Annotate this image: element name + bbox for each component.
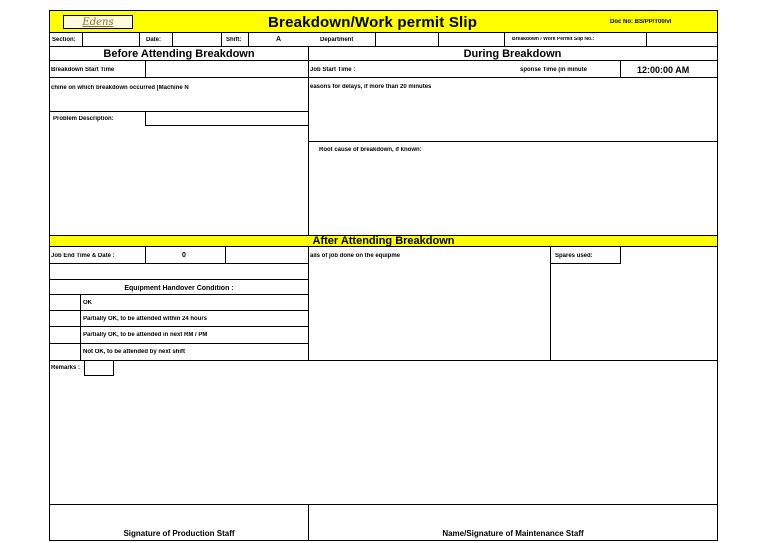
delay-reason-area[interactable]	[309, 78, 717, 142]
job-end-value: 0	[182, 252, 186, 259]
doc-number: Doc No: BS/PP/T00/vl	[610, 19, 672, 25]
spares-label: Spares used:	[555, 253, 593, 259]
response-time-value: 12:00:00 AM	[637, 66, 690, 75]
date-label: Date:	[146, 37, 162, 43]
production-signature-label: Signature of Production Staff	[123, 530, 235, 538]
department-field[interactable]	[375, 33, 439, 47]
response-time-label: sponse Time (in minute	[520, 67, 587, 73]
remarks-label: Remarks :	[51, 365, 81, 371]
remarks-label-box	[84, 361, 114, 376]
job-details-area[interactable]	[309, 247, 550, 360]
section-field[interactable]	[82, 33, 140, 47]
problem-description-area[interactable]	[50, 126, 308, 235]
after-heading: After Attending Breakdown	[312, 235, 455, 247]
maintenance-signature-label: Name/Signature of Maintenance Staff	[442, 530, 584, 538]
job-start-label: Job Start Time :	[310, 67, 356, 73]
job-start-field[interactable]	[375, 61, 505, 78]
department-label: Department	[320, 37, 354, 43]
during-heading: During Breakdown	[463, 48, 562, 60]
condition-label: Partially OK, to be attended in next RM / PM	[83, 332, 208, 338]
condition-label: OK	[83, 300, 92, 306]
condition-label: Not OK, to be attended by next shift	[83, 349, 186, 355]
spares-area[interactable]	[551, 264, 717, 360]
delay-reason-label: easons for delays, if more than 20 minutes	[310, 84, 432, 90]
condition-label: Partially OK, to be attended within 24 hours	[83, 316, 208, 322]
problem-label-box	[145, 112, 308, 126]
shift-value: A	[276, 36, 282, 43]
start-time-label: Breakdown Start Time	[51, 67, 115, 73]
slip-no-label: Breakdown / Work Permit Slip No.:	[512, 37, 595, 42]
shift-label: Shift:	[226, 37, 242, 43]
root-cause-label: Root cause of breakdown, if known:	[319, 147, 422, 153]
handover-title: Equipment Handover Condition :	[124, 285, 234, 292]
problem-label: Problem Description:	[53, 116, 114, 122]
company-logo: Edens	[63, 15, 133, 29]
production-signature-field[interactable]	[50, 505, 308, 529]
job-details-label: ails of job done on the equipme	[310, 253, 401, 259]
section-label: Section:	[52, 37, 76, 43]
handover-spacer	[50, 264, 308, 280]
machine-field[interactable]	[50, 80, 308, 94]
machine-label: chine on which breakdown occurred [Machine N	[51, 85, 189, 91]
maintenance-signature-field[interactable]	[309, 505, 717, 529]
slip-no-field[interactable]	[646, 33, 647, 47]
job-end-label: Job End Time & Date :	[51, 253, 115, 259]
spares-row-line	[551, 247, 621, 264]
department-field-2[interactable]	[439, 33, 505, 47]
before-heading: Before Attending Breakdown	[103, 48, 255, 60]
root-cause-area[interactable]	[309, 142, 717, 235]
date-field[interactable]	[172, 33, 222, 47]
remarks-area[interactable]	[50, 376, 717, 504]
form-title: Breakdown/Work permit Slip	[268, 14, 478, 31]
machine-row-bottom	[50, 94, 308, 112]
remarks-top-line	[50, 360, 717, 361]
start-time-field[interactable]	[145, 61, 308, 78]
